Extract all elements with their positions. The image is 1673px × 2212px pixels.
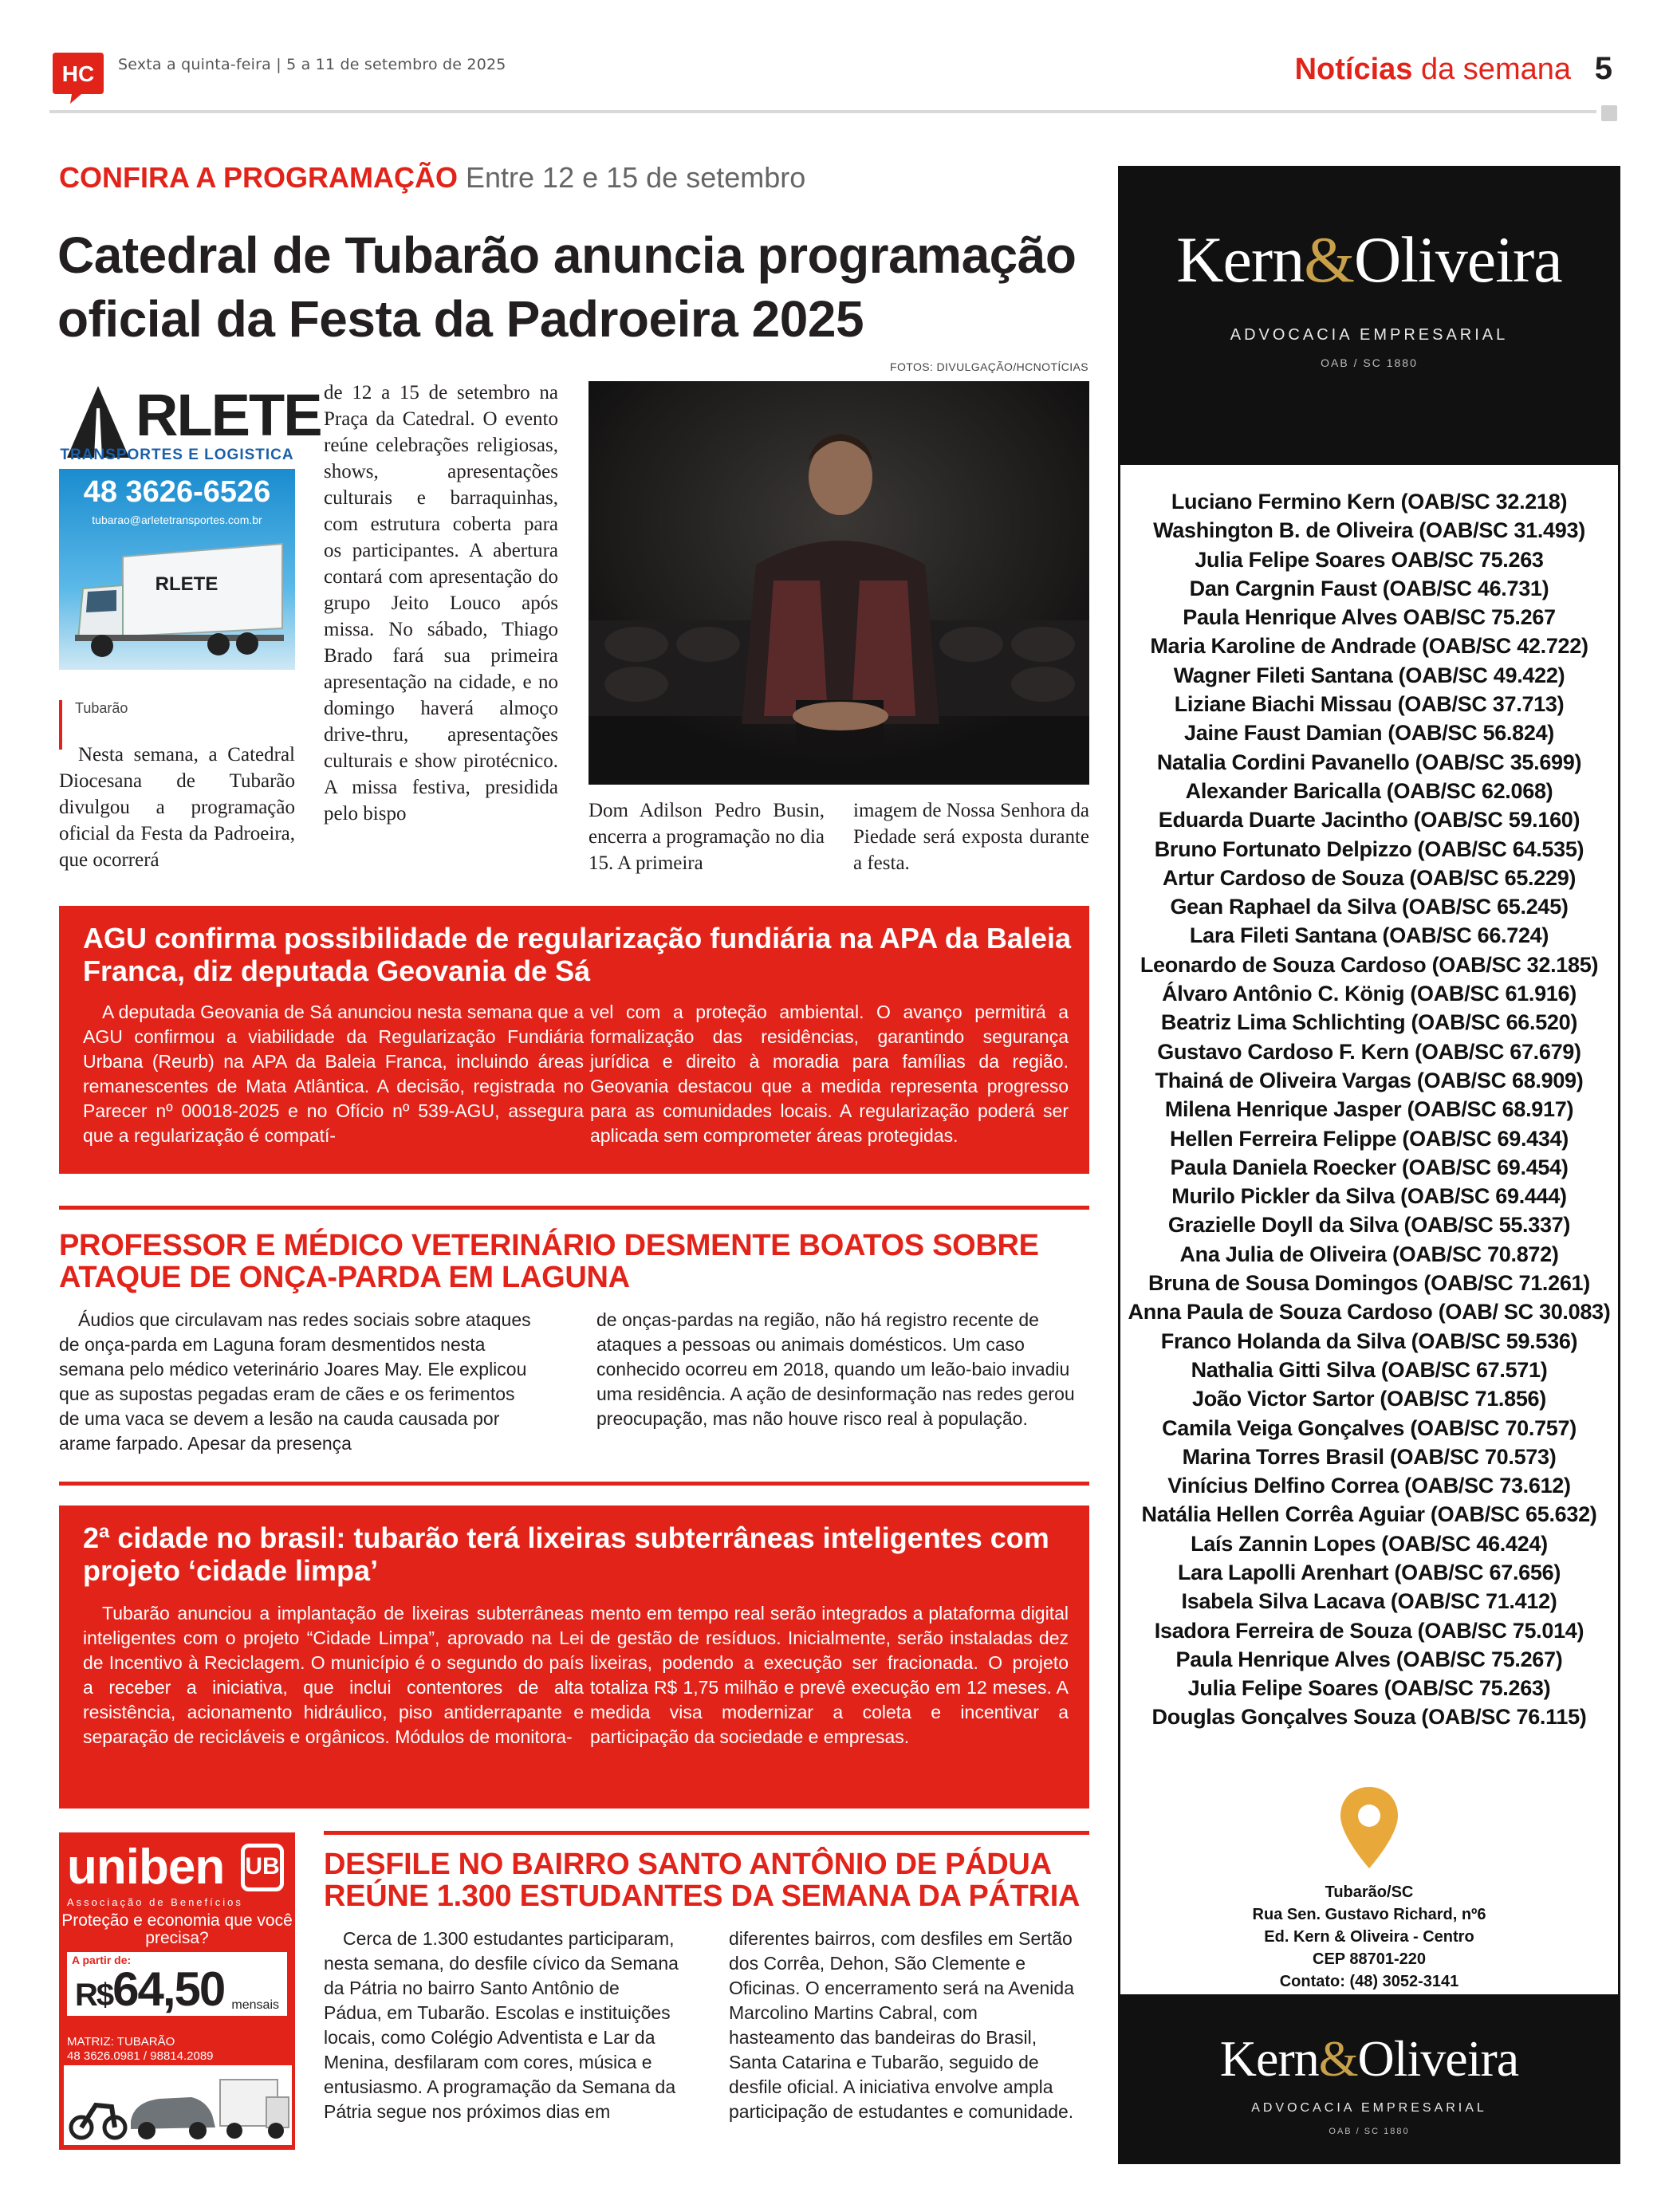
lawyer-item: Eduarda Duarte Jacintho (OAB/SC 59.160) — [1158, 808, 1580, 832]
kern-address — [1120, 1881, 1618, 1993]
lawyer-item: Natália Hellen Corrêa Aguiar (OAB/SC 65.632) — [1141, 1502, 1597, 1527]
kern-footer-brand-amp: & — [1318, 2030, 1358, 2087]
lawyer-item: Nathalia Gitti Silva (OAB/SC 67.571) — [1191, 1357, 1548, 1382]
desfile-col1: Cerca de 1.300 estudantes participaram, nesta semana, do desfile cívico da Semana da Pátria no bairro Santo Antônio de Pádua, em Tubarão. Escolas e instituições locais, como Colégio Adventista e Lar da Menina, desfilaram com cores, música e entusiasmo. A programação da Semana da Pátria segue nos próximos dias em — [324, 1928, 679, 2122]
lawyer-item: Bruna de Sousa Domingos (OAB/SC 71.261) — [1148, 1271, 1590, 1296]
lixeiras-col1: Tubarão anunciou a implantação de lixeiras subterrâneas inteligentes com o projeto “Cidade Limpa”, aprovado na Lei de Incentivo à Reciclagem. O município é o segundo do país a receber a iniciativa, que inclui contentores de alta resistência, acionamento hidráulico, piso antiderrapante e separação de recicláveis e orgânicos. Módulos de monitora- — [83, 1603, 584, 1747]
dateline — [118, 56, 506, 73]
lawyer-item: Gean Raphael da Silva (OAB/SC 65.245) — [1170, 895, 1569, 919]
kern-footer-panel — [1120, 1994, 1618, 2162]
lixeiras-col2: mento em tempo real serão integrados a plataforma digital de gestão de resíduos. Inicialmente, serão instaladas dez lixeiras, podendo a execução ser fracionada. O projeto totaliza R$ 1,75 milhão e prevê execução em 12 meses. A medida visa modernizar a coleta e incentivar a participação da sociedade e empresas. — [590, 1603, 1069, 1747]
header-square — [1601, 105, 1617, 121]
uniben-assoc: Associação de Benefícios — [67, 1896, 243, 1908]
lawyer-item: Maria Karoline de Andrade (OAB/SC 42.722) — [1150, 634, 1588, 659]
lawyer-item: Paula Henrique Alves OAB/SC 75.267 — [1183, 605, 1556, 630]
lawyer-item: Paula Daniela Roecker (OAB/SC 69.454) — [1170, 1155, 1569, 1179]
svg-text:RLETE: RLETE — [155, 573, 218, 595]
lawyer-item: Isabela Silva Lacava (OAB/SC 71.412) — [1181, 1589, 1557, 1614]
header-rule — [49, 110, 1596, 113]
onca-bottom-rule — [59, 1482, 1089, 1486]
arlete-email: tubarao@arletetransportes.com.br — [92, 514, 262, 526]
uniben-tagline: Proteção e economia que você precisa? — [61, 1911, 293, 1947]
kern-brand-a: Kern — [1176, 223, 1305, 296]
kern-header-panel — [1120, 168, 1618, 465]
vehicles-icon — [64, 2065, 292, 2145]
lawyer-item: Liziane Biachi Missau (OAB/SC 37.713) — [1174, 692, 1565, 717]
kern-oab: OAB / SC 1880 — [1321, 356, 1418, 369]
kern-footer-brand-b: Oliveira — [1357, 2030, 1519, 2087]
lawyer-item: Washington B. de Oliveira (OAB/SC 31.493) — [1153, 518, 1585, 543]
location-pin-icon — [1337, 1784, 1401, 1872]
lawyer-item: Vinícius Delfino Correa (OAB/SC 73.612) — [1167, 1474, 1571, 1498]
uniben-price-box — [67, 1952, 287, 2016]
agu-article — [59, 906, 1089, 1174]
kern-footer-subtitle: ADVOCACIA EMPRESARIAL — [1251, 2101, 1487, 2115]
lawyer-list — [1120, 487, 1618, 1732]
uniben-period: mensais — [231, 1998, 279, 2012]
lawyer-item: Laís Zannin Lopes (OAB/SC 46.424) — [1191, 1531, 1548, 1556]
kern-footer-brand — [1120, 2029, 1618, 2088]
onca-top-rule — [59, 1206, 1089, 1210]
article-place: Tubarão — [75, 700, 128, 716]
agu-headline: AGU confirma possibilidade de regularização fundiária na APA da Baleia Franca, diz deputada Geovania de Sá — [83, 922, 1071, 987]
hc-logo — [49, 48, 107, 105]
kicker-label: CONFIRA A PROGRAMAÇÃO — [59, 161, 458, 194]
lixeiras-article — [59, 1505, 1089, 1809]
uniben-matriz: MATRIZ: TUBARÃO — [67, 2035, 175, 2049]
kern-cep: CEP 88701-220 — [1313, 1950, 1426, 1968]
kern-subtitle: ADVOCACIA EMPRESARIAL — [1230, 326, 1509, 344]
main-headline: Catedral de Tubarão anuncia programação oficial da Festa da Padroeira 2025 — [57, 226, 1077, 348]
kern-street: Rua Sen. Gustavo Richard, nº6 — [1252, 1906, 1486, 1923]
lawyer-item: Franco Holanda da Silva (OAB/SC 59.536) — [1160, 1328, 1578, 1353]
page-header — [49, 45, 1617, 116]
main-article-col1: Nesta semana, a Catedral Diocesana de Tubarão divulgou a programação oficial da Festa da Padroeira, que ocorrerá — [59, 744, 295, 871]
uniben-price-value: 64,50 — [112, 1962, 225, 2016]
article-kicker — [59, 161, 805, 195]
desfile-top-rule — [324, 1831, 1089, 1835]
lawyer-item: Gustavo Cardoso F. Kern (OAB/SC 67.679) — [1157, 1039, 1581, 1064]
kern-brand — [1120, 222, 1618, 297]
lawyer-item: Alexander Baricalla (OAB/SC 62.068) — [1185, 778, 1553, 803]
kern-contact: Contato: (48) 3052-3141 — [1279, 1973, 1459, 1990]
kern-brand-b: Oliveira — [1354, 223, 1562, 296]
lawyer-item: Lara Fileti Santana (OAB/SC 66.724) — [1189, 923, 1549, 948]
lawyer-item: Marina Torres Brasil (OAB/SC 70.573) — [1182, 1444, 1557, 1469]
lawyer-item: Bruno Fortunato Delpizzo (OAB/SC 64.535) — [1154, 836, 1584, 861]
agu-col2: vel com a proteção ambiental. O avanço permitirá a formalização das residências, garantindo segurança jurídica e direito à moradia para famílias da região. Geovania destacou que a medida representa progresso para as comunidades locais. A regularização poderá ser aplicada sem comprometer áreas protegidas. — [590, 1002, 1069, 1146]
lawyer-item: Grazielle Doyll da Silva (OAB/SC 55.337) — [1167, 1213, 1571, 1238]
lawyer-item: Anna Paula de Souza Cardoso (OAB/ SC 30.083) — [1128, 1300, 1611, 1324]
kern-oliveira-ad[interactable] — [1118, 166, 1620, 2164]
lawyer-item: Julia Felipe Soares (OAB/SC 75.263) — [1187, 1676, 1551, 1701]
kern-footer-oab: OAB / SC 1880 — [1329, 2127, 1410, 2136]
uniben-ad[interactable] — [59, 1832, 295, 2150]
kern-brand-amp: & — [1304, 223, 1355, 296]
svg-text:HC: HC — [61, 61, 95, 86]
lawyer-item: Isadora Ferreira de Souza (OAB/SC 75.014) — [1154, 1618, 1584, 1643]
lawyer-item: Lara Lapolli Arenhart (OAB/SC 67.656) — [1177, 1560, 1561, 1584]
section-header — [1295, 53, 1571, 87]
uniben-currency: R$ — [75, 1978, 113, 2013]
lawyer-item: Luciano Fermino Kern (OAB/SC 32.218) — [1171, 490, 1568, 514]
lawyer-item: Leonardo de Souza Cardoso (OAB/SC 32.185) — [1140, 952, 1599, 977]
lawyer-item: Jaine Faust Damian (OAB/SC 56.824) — [1184, 721, 1554, 746]
dateline-days: Sexta a quinta-feira — [118, 56, 271, 73]
photo-credit: FOTOS: DIVULGAÇÃO/HCNOTÍCIAS — [890, 360, 1088, 373]
lixeiras-headline: 2ª cidade no brasil: tubarão terá lixeiras subterrâneas inteligentes com projeto ‘cidade limpa’ — [83, 1521, 1049, 1587]
lawyer-item: Natalia Cordini Pavanello (OAB/SC 35.699) — [1156, 750, 1582, 774]
lawyer-item: Thainá de Oliveira Vargas (OAB/SC 68.909) — [1155, 1068, 1584, 1092]
lawyer-item: Ana Julia de Oliveira (OAB/SC 70.872) — [1179, 1242, 1559, 1266]
kicker-sub: Entre 12 e 15 de setembro — [466, 161, 806, 194]
kern-footer-brand-a: Kern — [1219, 2030, 1319, 2087]
uniben-phones: 48 3626.0981 / 98814.2089 — [67, 2049, 214, 2063]
uniben-price — [75, 1962, 224, 2017]
main-article-col2: de 12 a 15 de setembro na Praça da Catedral. O evento reúne celebrações religiosas, shows, apresentações culturais e barraquinhas, com estrutura coberta para os participantes. A abertura contará com apresentação do grupo Jeito Louco após missa. No sábado, Thiago Brado fará sua primeira apresentação na cidade, e no domingo haverá almoço drive-thru, apresentações culturais e show pirotécnico. A missa festiva, presidida pelo bispo — [324, 382, 558, 825]
onca-col1: Áudios que circulavam nas redes sociais sobre ataques de onça-parda em Laguna foram desmentidos nesta semana pelo médico veterinário Joares May. Ele explicou que as supostas pegadas eram de cães e os ferimentos de uma vaca se devem a lesão na cauda causada por arame farpado. Apesar da presença — [59, 1309, 531, 1454]
desfile-col2: diferentes bairros, com desfiles em Sertão dos Corrêa, Dehon, São Clemente e Oficinas. O encerramento será na Avenida Marcolino Martins Cabral, com hasteamento das bandeiras do Brasil, Santa Catarina e Tubarão, seguido de desfile oficial. A iniciativa envolve ampla participação de estudantes e comunidade. — [729, 1928, 1074, 2122]
lawyer-item: Douglas Gonçalves Souza (OAB/SC 76.115) — [1151, 1705, 1587, 1730]
lawyer-item: Hellen Ferreira Felippe (OAB/SC 69.434) — [1170, 1126, 1569, 1151]
lawyer-item: Artur Cardoso de Souza (OAB/SC 65.229) — [1162, 865, 1577, 890]
section-bold: Notícias — [1294, 53, 1413, 86]
lawyer-item: Paula Henrique Alves (OAB/SC 75.267) — [1175, 1647, 1563, 1671]
lawyer-item: Álvaro Antônio C. König (OAB/SC 61.916) — [1162, 982, 1577, 1006]
kern-building: Ed. Kern & Oliveira - Centro — [1264, 1928, 1474, 1946]
singer-photo — [589, 381, 1089, 785]
page-number: 5 — [1594, 51, 1612, 86]
lawyer-item: Wagner Fileti Santana (OAB/SC 49.422) — [1173, 663, 1565, 687]
arlete-subtitle: TRANSPORTES E LOGISTICA — [60, 447, 294, 463]
uniben-from-label: A partir de: — [72, 1954, 132, 1966]
uniben-contact — [67, 2035, 214, 2064]
lawyer-item: Camila Veiga Gonçalves (OAB/SC 70.757) — [1162, 1415, 1577, 1440]
agu-col1: A deputada Geovania de Sá anunciou nesta semana que a AGU confirmou a viabilidade da Regularização Fundiária Urbana (Reurb) na APA da Baleia Franca, incluindo áreas remanescentes de Mata Atlântica. A decisão, registrada no Parecer nº 00018-2025 e no Ofício nº 539-AGU, assegura que a regularização é compatí- — [83, 1002, 584, 1146]
lawyer-item: Beatriz Lima Schlichting (OAB/SC 66.520) — [1160, 1010, 1578, 1035]
photo-caption-col2: imagem de Nossa Senhora da Piedade será exposta durante a festa. — [853, 800, 1089, 874]
arlete-ad[interactable] — [59, 381, 321, 670]
kern-city: Tubarão/SC — [1325, 1883, 1414, 1901]
lawyer-item: Julia Felipe Soares OAB/SC 75.263 — [1195, 547, 1544, 572]
onca-headline: PROFESSOR E MÉDICO VETERINÁRIO DESMENTE BOATOS SOBRE ATAQUE DE ONÇA-PARDA EM LAGUNA — [59, 1229, 1039, 1294]
lawyer-item: João Victor Sartor (OAB/SC 71.856) — [1192, 1387, 1546, 1411]
uniben-logo-box: UB — [241, 1844, 284, 1891]
photo-caption-col1: Dom Adilson Pedro Busin, encerra a programação no dia 15. A primeira — [589, 800, 825, 874]
lawyer-item: Milena Henrique Jasper (OAB/SC 68.917) — [1164, 1097, 1574, 1122]
lawyer-item: Murilo Pickler da Silva (OAB/SC 69.444) — [1171, 1184, 1567, 1209]
desfile-headline: DESFILE NO BAIRRO SANTO ANTÔNIO DE PÁDUA REÚNE 1.300 ESTUDANTES DA SEMANA DA PÁTRIA — [324, 1848, 1081, 1913]
arlete-brand: RLETE — [136, 382, 321, 448]
singer-photo-art — [589, 381, 1089, 785]
dateline-dates: 5 a 11 de setembro de 2025 — [286, 56, 506, 73]
dateline-sep: | — [276, 56, 287, 73]
arlete-phone: 48 3626-6526 — [83, 475, 271, 509]
truck-icon — [67, 541, 289, 660]
lawyer-item: Dan Cargnin Faust (OAB/SC 46.731) — [1189, 576, 1549, 600]
section-light: da semana — [1420, 53, 1571, 86]
onca-col2: de onças-pardas na região, não há registro recente de ataques a pessoas ou animais domésticos. Um caso conhecido ocorreu em 2018, quando um leão-baio invadiu uma residência. A ação de desinformação nas redes gerou preocupação, mas não houve risco real à população. — [596, 1309, 1075, 1429]
uniben-brand: uniben — [67, 1840, 225, 1895]
